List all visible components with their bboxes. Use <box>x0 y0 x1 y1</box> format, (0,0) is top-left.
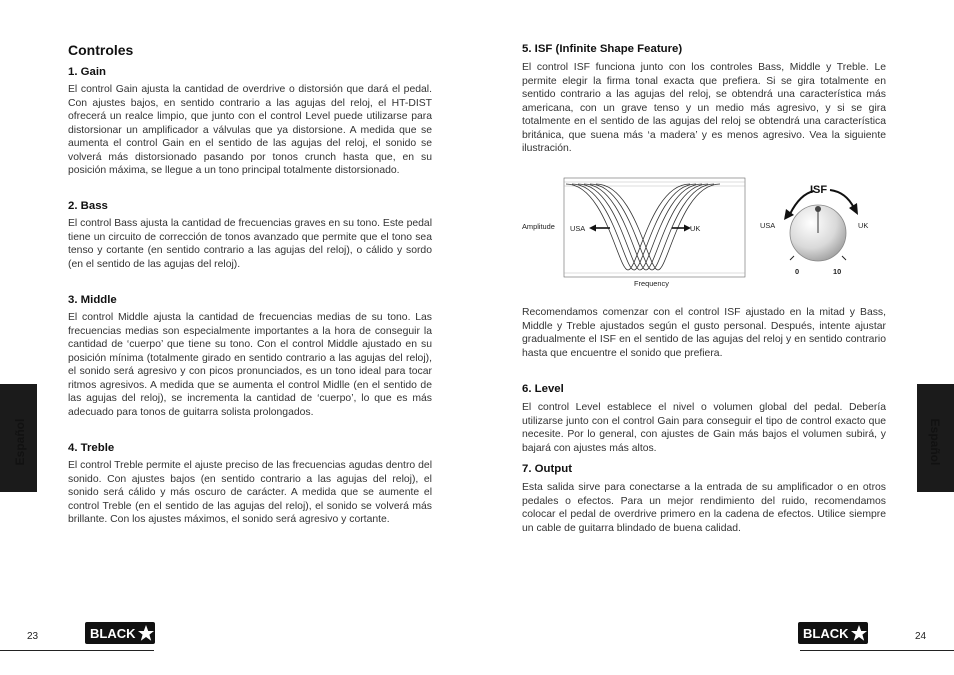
output-text: Esta salida sirve para conectarse a la entrada de su amplificador o en otros pedales o efectos. Para un mejor rendimiento del ruido, recomendamos colocar el pedal de overdrive primero en la cadena de efectos. Utilice siempre un cable de guitarra blindado de buena calidad. <box>522 482 886 534</box>
footer-rule-right <box>800 650 954 651</box>
graph-uk-label: UK <box>690 224 701 233</box>
recommend-text: Recomendamos comenzar con el control ISF ajustado en la mitad y Bass, Middle y Treble ajustados según el gusto personal. Después, intente ajustar gradualmente el ISF en el sentido de las agujas del reloj y en sentido contrario hasta que encuentre el sonido que prefiera. <box>522 307 886 359</box>
isf-text: El control ISF funciona junto con los controles Bass, Middle y Treble. Le permite elegir la firma tonal exacta que prefiera. Si se gira totalmente en sentido contrario a las agujas del reloj, se obtendrá una característica más americana, con un grave tenso y un medio más agresivo, y si se gira totalmente en el sentido de las agujas del reloj se obtendrá una característica británica, que suena más ‘a madera’ y es menos agresivo. Vea la siguiente ilustración. <box>522 62 886 155</box>
output-title: 7. Output <box>522 463 572 475</box>
bass-text: El control Bass ajusta la cantidad de frecuencias graves en su tono. Este pedal tiene un circuito de corrección de tonos avanzado que permite que el tono sea tenso y cortante (en sentido contrario a las agujas del reloj), o cálido y sordo (en el sentido de las agujas del reloj). <box>68 218 432 270</box>
bass-title: 2. Bass <box>68 200 108 212</box>
side-tab-right-label: Español <box>928 418 942 466</box>
footer-rule-left <box>0 650 154 651</box>
logo-text: BLACK <box>803 626 849 641</box>
brand-logo-right <box>798 622 868 644</box>
knob-uk-label: UK <box>858 221 869 230</box>
section-heading: Controles <box>68 42 134 58</box>
isf-title: 5. ISF (Infinite Shape Feature) <box>522 43 683 55</box>
knob-usa-label: USA <box>760 221 776 230</box>
page-number-right: 24 <box>915 631 927 642</box>
knob-title: ISF <box>810 184 828 196</box>
gain-text: El control Gain ajusta la cantidad de overdrive o distorsión que dará el pedal. Con ajustes bajos, en sentido contrario a las agujas del reloj, el HT-DIST ofrecerá un realce limpio, que junto con el control Level puede utilizarse para distorsionar un amplificador a válvulas que ya distorsione. A medida que se aumenta el control Gain en el sentido de las agujas del reloj, el sonido se volverá más distorsionado pasando por tonos crunch hasta que, en su posición máxima, se llegue a un tono principal totalmente distorsionado. <box>68 84 432 177</box>
brand-logo-left <box>85 622 155 644</box>
logo-text: BLACK <box>90 626 136 641</box>
level-text: El control Level establece el nivel o volumen global del pedal. Debería utilizarse junto con el control Gain para conseguir el tipo de control exacto que necesite. Por lo general, con ajustes de Gain más bajos el volumen subirá, y bajará con ajustes más altos. <box>522 402 886 454</box>
page-number-left: 23 <box>27 631 39 642</box>
knob-min-label: 0 <box>795 267 800 276</box>
isf-response-graph <box>510 174 750 294</box>
gain-title: 1. Gain <box>68 66 106 78</box>
graph-x-label: Frequency <box>634 279 669 288</box>
side-tab-left-label: Español <box>13 418 27 466</box>
graph-usa-label: USA <box>570 224 586 233</box>
knob-max-label: 10 <box>833 267 842 276</box>
level-title: 6. Level <box>522 383 564 395</box>
treble-text: El control Treble permite el ajuste preciso de las frecuencias agudas dentro del sonido. Con ajustes bajos (en sentido contrario a las agujas del reloj), el sonido será cálido y más oscuro de carácter. A medida que se aumente el control Treble (en el sentido de las agujas del reloj), el sonido se volverá más brillante. Con los ajustes máximos, el sonido será agresivo y cortante. <box>68 460 432 526</box>
graph-y-label: Amplitude <box>522 222 555 231</box>
middle-text: El control Middle ajusta la cantidad de frecuencias medias de su tono. Las frecuencias medias son especialmente importantes a la hora de conseguir la cantidad de ‘cuerpo’ que tiene su tono. Con el control Middle ajustado en su posición mínima (totalmente girado en sentido contrario a las agujas del reloj), el sonido será agresivo y con picos pronunciados, es un tono ideal para tocar ritmos agresivos. A medida que se aumenta el control Midlle (en el sentido de las agujas del reloj), se incrementa la cantidad de ‘cuerpo’, lo que es más adecuado para tonos de guitarra solista prolongados. <box>68 312 432 418</box>
treble-title: 4. Treble <box>68 442 115 454</box>
middle-title: 3. Middle <box>68 294 117 306</box>
